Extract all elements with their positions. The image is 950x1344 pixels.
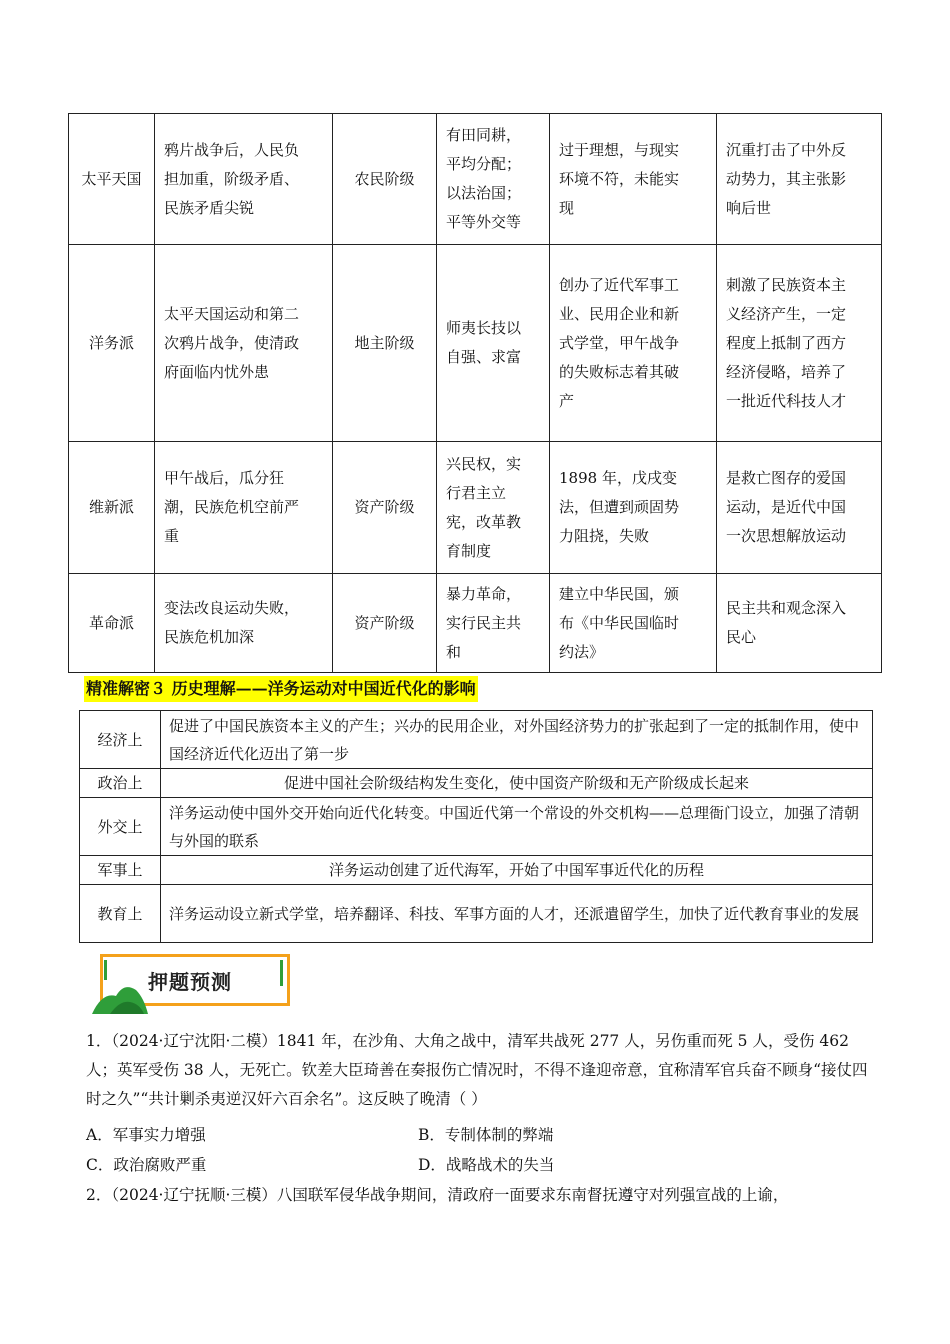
faction-result: 过于理想，与现实 环境不符，未能实 现 — [550, 114, 717, 245]
aspect-label: 经济上 — [80, 711, 161, 769]
aspect-label: 教育上 — [80, 885, 161, 943]
faction-class: 资产阶级 — [333, 442, 437, 574]
table-row — [69, 574, 882, 673]
faction-class: 地主阶级 — [333, 245, 437, 442]
faction-impact: 沉重打击了中外反 动势力，其主张影 响后世 — [717, 114, 882, 245]
question-2-text: 2．（2024·辽宁抚顺·三模）八国联军侵华战争期间，清政府一面要求东南督抚遵守对列强宣战的上谕， — [86, 1186, 789, 1204]
option-d: D．战略战术的失当 — [418, 1156, 555, 1174]
aspect-text: 洋务运动创建了近代海军，开始了中国军事近代化的历程 — [161, 856, 873, 885]
section-heading: 精准解密３ 历史理解——洋务运动对中国近代化的影响 — [84, 676, 478, 702]
faction-background: 变法改良运动失败， 民族危机加深 — [155, 574, 333, 673]
option-b: B．专制体制的弊端 — [418, 1126, 554, 1144]
badge-label: 押题预测 — [148, 970, 232, 994]
faction-background: 甲午战后，瓜分狂 潮，民族危机空前严 重 — [155, 442, 333, 574]
table-row — [80, 885, 873, 943]
faction-background: 太平天国运动和第二 次鸦片战争，使清政 府面临内忧外患 — [155, 245, 333, 442]
faction-name: 洋务派 — [69, 245, 155, 442]
prediction-badge — [90, 952, 296, 1016]
faction-program: 有田同耕， 平均分配； 以法治国； 平等外交等 — [437, 114, 550, 245]
faction-result: 创办了近代军事工 业、民用企业和新 式学堂，甲午战争 的失败标志着其破 产 — [550, 245, 717, 442]
faction-result: 1898 年，戊戌变 法，但遭到顽固势 力阻挠，失败 — [550, 442, 717, 574]
faction-class: 农民阶级 — [333, 114, 437, 245]
factions-table — [68, 113, 882, 673]
faction-impact: 刺激了民族资本主 义经济产生，一定 程度上抵制了西方 经济侵略，培养了 一批近代科技人才 — [717, 245, 882, 442]
faction-class: 资产阶级 — [333, 574, 437, 673]
faction-impact: 民主共和观念深入 民心 — [717, 574, 882, 673]
aspect-text: 洋务运动设立新式学堂，培养翻译、科技、军事方面的人才，还派遣留学生，加快了近代教育事业的发展 — [161, 885, 873, 943]
option-a: A．军事实力增强 — [86, 1126, 206, 1144]
aspect-label: 外交上 — [80, 798, 161, 856]
aspect-text: 促进中国社会阶级结构发生变化，使中国资产阶级和无产阶级成长起来 — [161, 769, 873, 798]
aspect-label: 政治上 — [80, 769, 161, 798]
aspect-label: 军事上 — [80, 856, 161, 885]
faction-result: 建立中华民国，颁 布《中华民国临时 约法》 — [550, 574, 717, 673]
faction-impact: 是救亡图存的爱国 运动，是近代中国 一次思想解放运动 — [717, 442, 882, 574]
influence-table — [79, 710, 873, 943]
table-row — [80, 798, 873, 856]
table-row — [80, 769, 873, 798]
table-row — [80, 711, 873, 769]
table-row — [80, 856, 873, 885]
question-1-text: 1．（2024·辽宁沈阳·二模）1841 年，在沙角、大角之战中，清军共战死 277 人，另伤重而死 5 人，受伤 462 人；英军受伤 38 人，无死亡。钦差大臣琦善在奏报伤亡情况时，不得不逢迎帝意，宜称清军官兵奋不顾身“接仗四时之久”“共计剿杀夷逆汉奸六百余名”。这反映了晚清（ ） — [86, 1032, 868, 1108]
aspect-text: 促进了中国民族资本主义的产生；兴办的民用企业，对外国经济势力的扩张起到了一定的抵制作用，使中国经济近代化迈出了第一步 — [161, 711, 873, 769]
table-row — [69, 442, 882, 574]
table-row — [69, 245, 882, 442]
faction-name: 太平天国 — [69, 114, 155, 245]
option-c: C．政治腐败严重 — [86, 1156, 207, 1174]
faction-name: 革命派 — [69, 574, 155, 673]
faction-name: 维新派 — [69, 442, 155, 574]
faction-program: 师夷长技以 自强、求富 — [437, 245, 550, 442]
faction-background: 鸦片战争后，人民负 担加重，阶级矛盾、 民族矛盾尖锐 — [155, 114, 333, 245]
table-row — [69, 114, 882, 245]
faction-program: 兴民权，实 行君主立 宪，改革教 育制度 — [437, 442, 550, 574]
faction-program: 暴力革命， 实行民主共 和 — [437, 574, 550, 673]
aspect-text: 洋务运动使中国外交开始向近代化转变。中国近代第一个常设的外交机构——总理衙门设立，加强了清朝与外国的联系 — [161, 798, 873, 856]
